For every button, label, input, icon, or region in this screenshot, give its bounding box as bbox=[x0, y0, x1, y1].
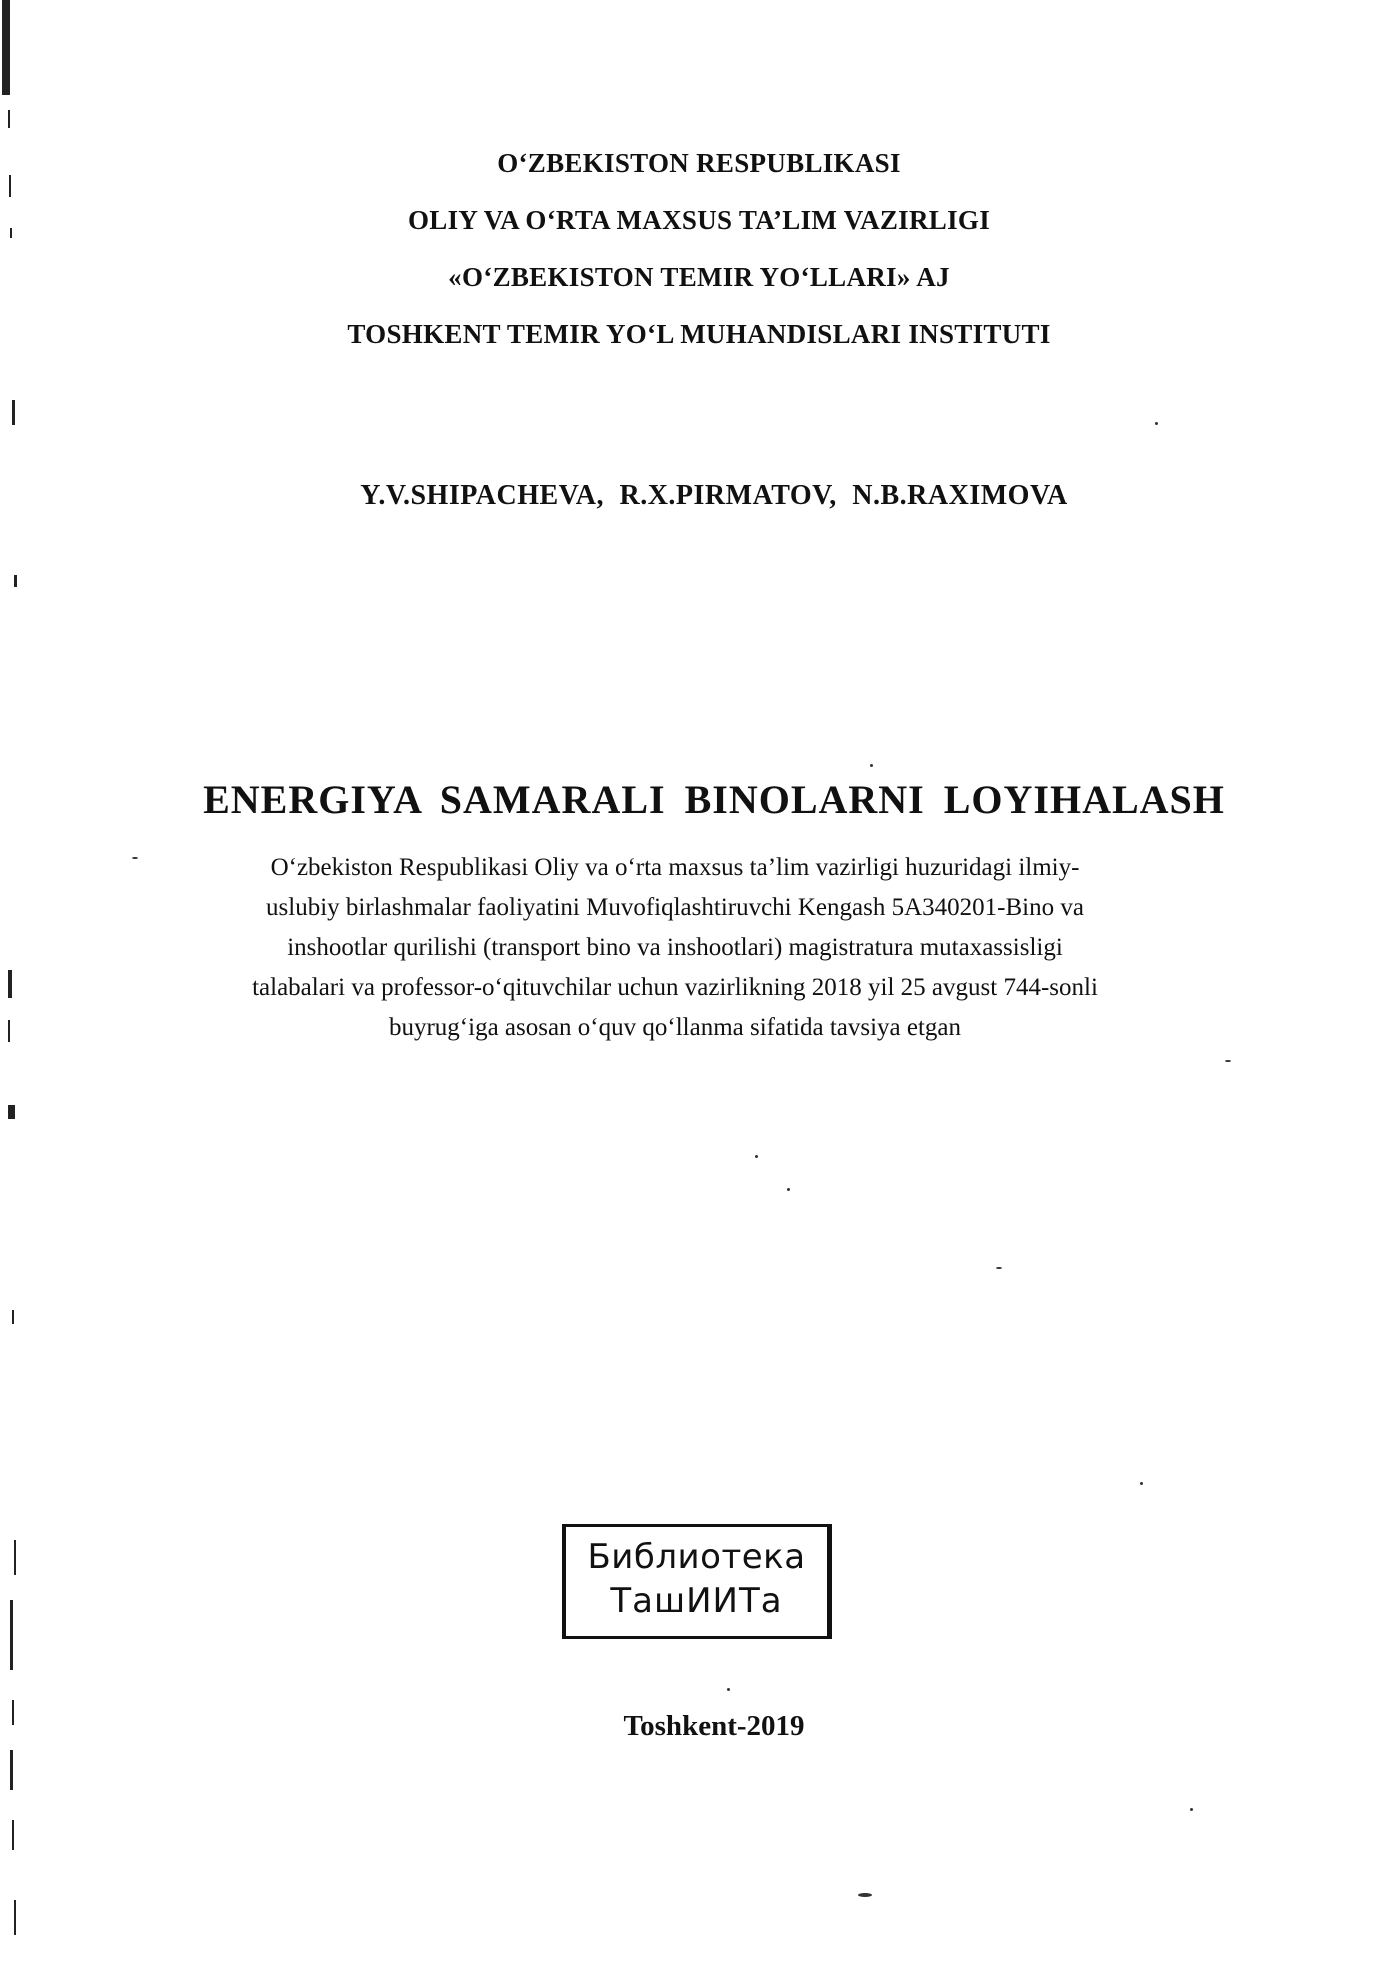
description-line: uslubiy birlashmalar faoliyatini Muvofiqlashtiruvchi Kengash 5A340201-Bino va bbox=[266, 894, 1084, 921]
scan-speck bbox=[1225, 1060, 1231, 1062]
scan-speck bbox=[1155, 422, 1158, 425]
scan-speck bbox=[870, 764, 873, 767]
scan-speck bbox=[858, 1893, 872, 1897]
scan-edge-mark bbox=[12, 1820, 14, 1850]
stamp-line-institute: ТашИИТа bbox=[610, 1581, 783, 1621]
scan-edge-mark bbox=[14, 1900, 16, 1935]
scan-speck bbox=[1140, 1482, 1143, 1485]
scan-speck bbox=[1190, 1808, 1193, 1811]
city-year: Toshkent-2019 bbox=[623, 1710, 805, 1742]
scan-edge-mark bbox=[10, 1600, 13, 1670]
scan-edge-mark bbox=[10, 1750, 13, 1790]
document-title: ENERGIYA SAMARALI BINOLARNI LOYIHALASH bbox=[203, 777, 1225, 822]
scan-edge-mark bbox=[14, 1540, 16, 1575]
scan-edge-mark bbox=[8, 1105, 15, 1119]
scan-edge-mark bbox=[12, 400, 15, 425]
scan-speck bbox=[996, 1267, 1002, 1269]
scan-edge-mark bbox=[8, 110, 10, 128]
header-line-ministry: OLIY VA O‘RTA MAXSUS TA’LIM VAZIRLIGI bbox=[407, 205, 991, 235]
header-line-railways: «O‘ZBEKISTON TEMIR YO‘LLARI» AJ bbox=[448, 262, 950, 292]
scan-edge-mark bbox=[14, 575, 17, 587]
stamp-line-library: Библиотека bbox=[587, 1537, 806, 1577]
library-stamp bbox=[562, 1524, 832, 1639]
authors-line: Y.V.SHIPACHEVA, R.X.PIRMATOV, N.B.RAXIMOVA bbox=[360, 480, 1068, 511]
header-line-institute: TOSHKENT TEMIR YO‘L MUHANDISLARI INSTITUTI bbox=[347, 319, 1051, 349]
description-line: O‘zbekiston Respublikasi Oliy va o‘rta maxsus ta’lim vazirligi huzuridagi ilmiy- bbox=[270, 854, 1080, 881]
description-line: talabalari va professor-o‘qituvchilar uchun vazirlikning 2018 yil 25 avgust 744-sonli bbox=[252, 974, 1098, 1001]
scan-edge-mark bbox=[2, 0, 10, 95]
institution-header bbox=[0, 135, 1398, 363]
scan-speck bbox=[727, 1688, 730, 1691]
scan-speck bbox=[755, 1155, 758, 1158]
description-line: inshootlar qurilishi (transport bino va inshootlari) magistratura mutaxassisligi bbox=[287, 934, 1063, 961]
description-line: buyrug‘iga asosan o‘quv qo‘llanma sifatida tavsiya etgan bbox=[388, 1014, 962, 1041]
approval-description bbox=[120, 848, 1230, 1048]
header-line-republic: O‘ZBEKISTON RESPUBLIKASI bbox=[497, 148, 901, 178]
scan-speck bbox=[787, 1188, 790, 1191]
scan-edge-mark bbox=[8, 970, 12, 998]
scan-edge-mark bbox=[12, 1310, 14, 1324]
scan-edge-mark bbox=[8, 1020, 10, 1042]
